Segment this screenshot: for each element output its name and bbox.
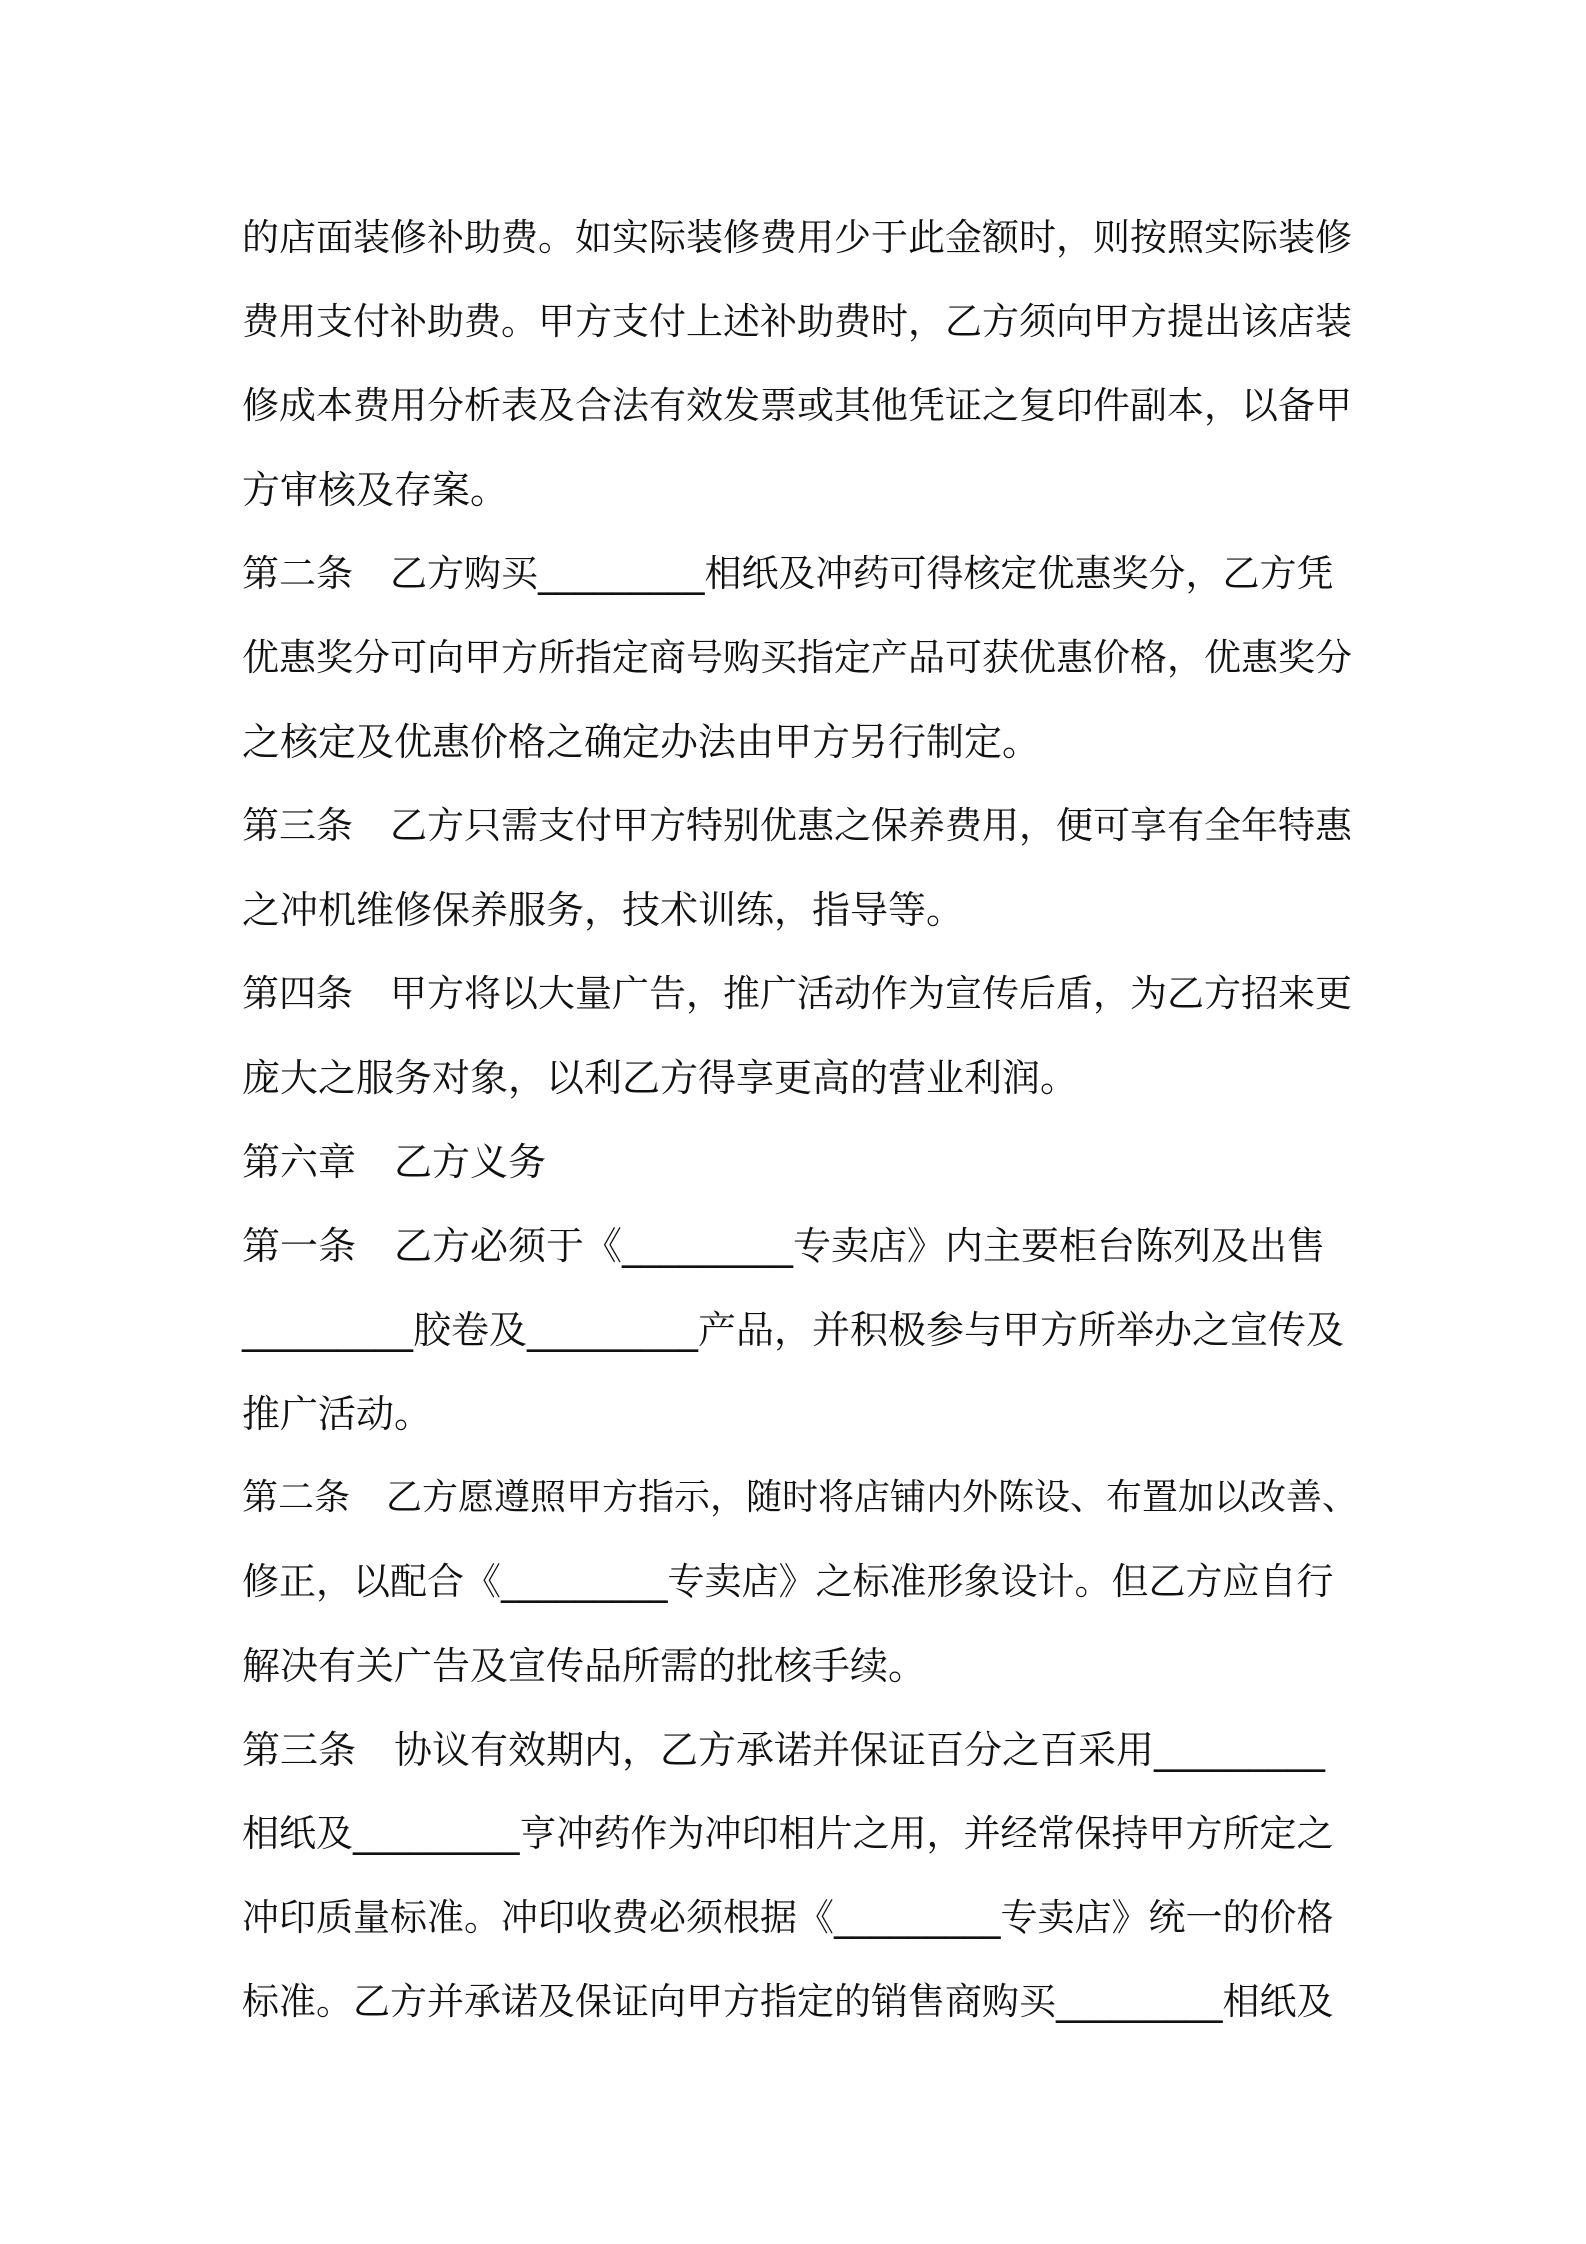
text-line: 修成本费用分析表及合法有效发票或其他凭证之复印件副本，以备甲 — [242, 384, 1352, 427]
text-line: _________胶卷及_________产品，并积极参与甲方所举办之宣传及 — [242, 1308, 1345, 1352]
text-line: 第一条 乙方必须于《_________专卖店》内主要柜台陈列及出售 — [242, 1224, 1326, 1268]
text-line: 的店面装修补助费。如实际装修费用少于此金额时，则按照实际装修 — [242, 216, 1352, 259]
text-line: 方审核及存案。 — [242, 468, 509, 512]
text-line: 第二条 乙方愿遵照甲方指示，随时将店铺内外陈设、布置加以改善、 — [242, 1477, 1359, 1518]
text-line: 庞大之服务对象，以利乙方得享更高的营业利润。 — [242, 1056, 1079, 1100]
text-line: 标准。乙方并承诺及保证向甲方指定的销售商购买_________相纸及 — [242, 1980, 1334, 2023]
text-line: 之冲机维修保养服务，技术训练，指导等。 — [242, 888, 965, 932]
text-line: 第四条 甲方将以大量广告，推广活动作为宣传后盾，为乙方招来更 — [242, 972, 1352, 1015]
text-line: 优惠奖分可向甲方所指定商号购买指定产品可获优惠价格，优惠奖分 — [242, 636, 1352, 679]
text-line: 之核定及优惠价格之确定办法由甲方另行制定。 — [242, 720, 1041, 764]
document-body — [242, 196, 1362, 2044]
text-line: 相纸及_________亨冲药作为冲印相片之用，并经常保持甲方所定之 — [242, 1812, 1334, 1855]
text-line: 冲印质量标准。冲印收费必须根据《_________专卖店》统一的价格 — [242, 1896, 1334, 1939]
text-line: 第三条 协议有效期内，乙方承诺并保证百分之百采用_________ — [242, 1728, 1326, 1772]
text-line: 推广活动。 — [242, 1392, 433, 1436]
chapter-heading: 第六章 乙方义务 — [242, 1140, 547, 1184]
text-line: 修正，以配合《_________专卖店》之标准形象设计。但乙方应自行 — [242, 1560, 1334, 1603]
text-line: 解决有关广告及宣传品所需的批核手续。 — [242, 1644, 927, 1688]
text-line: 第三条 乙方只需支付甲方特别优惠之保养费用，便可享有全年特惠 — [242, 804, 1352, 847]
text-line: 第二条 乙方购买_________相纸及冲药可得核定优惠奖分，乙方凭 — [242, 552, 1334, 595]
text-line: 费用支付补助费。甲方支付上述补助费时，乙方须向甲方提出该店装 — [242, 300, 1352, 343]
